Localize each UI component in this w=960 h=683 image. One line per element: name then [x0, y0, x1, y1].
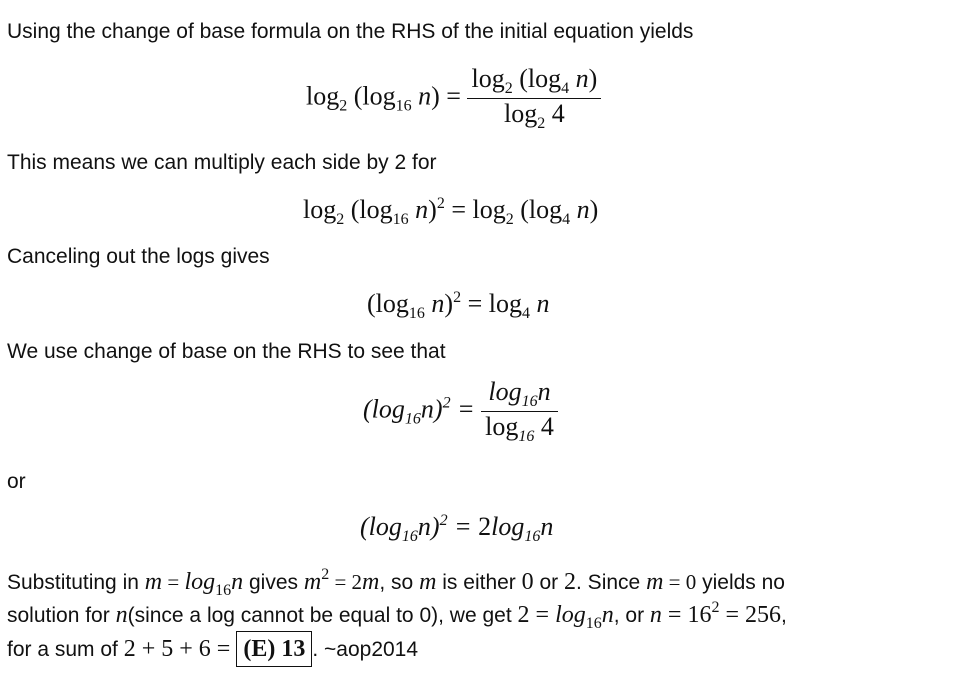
- signature: . ~aop2014: [312, 638, 419, 661]
- or-text: or: [7, 470, 26, 493]
- equation-2: $\log_2 (\log_{16}$ $n)^2 = \log_2 (\log_4$ n): [303, 195, 599, 228]
- step2-text: This means we can multiply each side by 2 for: [7, 151, 437, 174]
- equation-4: $(\log_{16}n)^2$ = $\frac{\log_{16}n}{\log_{16} 4}$: [363, 377, 558, 446]
- answer-box: (E) 13: [236, 631, 312, 667]
- final-line-1: Substituting in $m = \log_{16}n$ gives $m^2 = 2m$, so m is either 0 or 2. Since m = 0 yields no: [7, 566, 785, 599]
- step3-text: Canceling out the logs gives: [7, 245, 270, 268]
- intro-text: Using the change of base formula on the RHS of the initial equation yields: [7, 20, 694, 43]
- final-line-2: solution for n(since a log cannot be equal to 0), we get $2 = \log_{16}n$, or $n = 16^2 = 256$,: [7, 599, 787, 632]
- step4-text: We use change of base on the RHS to see that: [7, 340, 446, 363]
- equation-5: $(\log_{16}n)^2 = 2\log_{16}n$: [360, 512, 554, 545]
- final-line-3: for a sum of 2 + 5 + 6 = (E) 13 . ~aop2014: [7, 631, 418, 667]
- equation-1: $\log_2 (\log_{16}$ n) = $\frac{\log_2 (\log_4 n)}{\log_2 4}$: [306, 64, 601, 133]
- equation-3: ($\log_{16}$ $n)^2 = \log_4 n$: [367, 289, 550, 322]
